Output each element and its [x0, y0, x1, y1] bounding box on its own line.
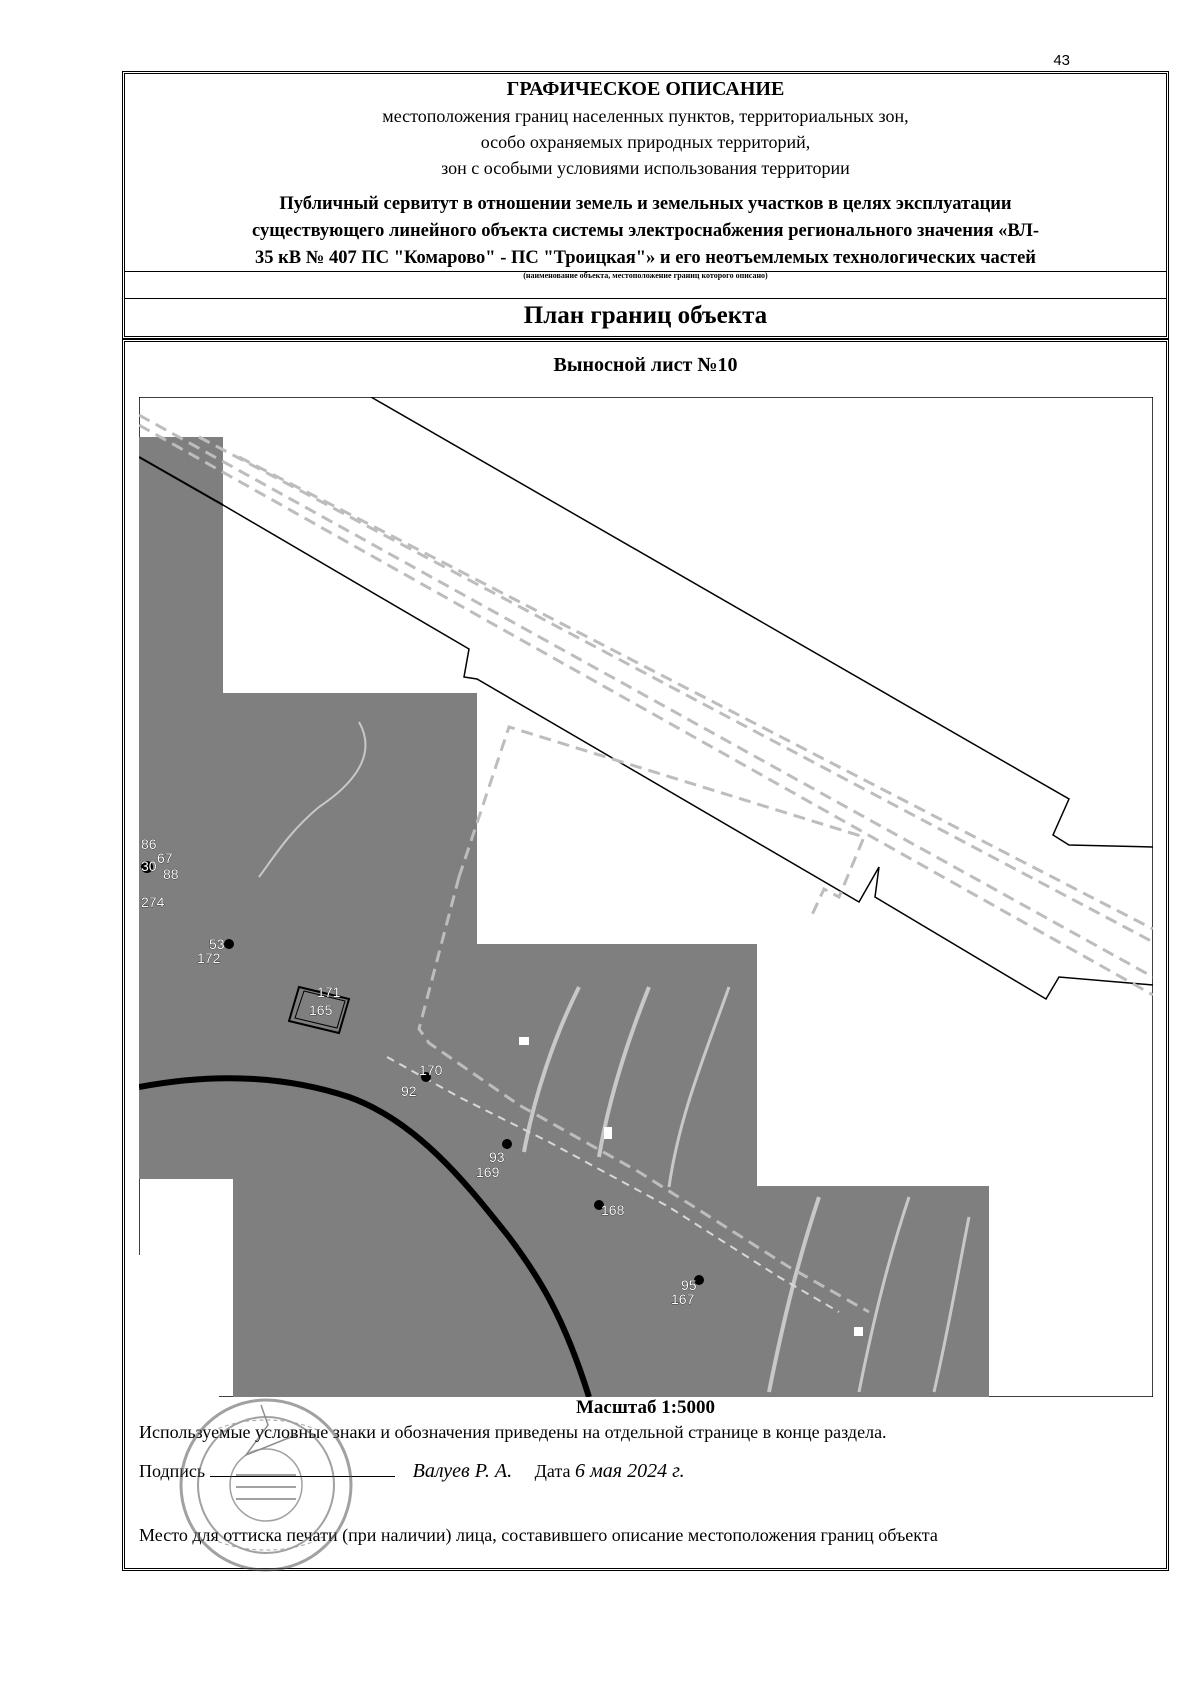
object-line-1: Публичный сервитут в отношении земель и земельных участков в целях эксплуатации [279, 194, 1012, 214]
svg-text:30: 30 [141, 858, 157, 874]
scale-label: Масштаб 1:5000 [575, 1397, 716, 1418]
map-frame [122, 339, 1169, 1571]
svg-text:93: 93 [489, 1149, 505, 1165]
svg-text:171: 171 [317, 984, 341, 1000]
svg-text:92: 92 [401, 1083, 417, 1099]
svg-text:53: 53 [209, 936, 225, 952]
page-number: 43 [1053, 52, 1070, 69]
map-canvas [139, 397, 1153, 1397]
svg-text:168: 168 [601, 1202, 625, 1218]
date-value: 6 мая 2024 г. [575, 1460, 685, 1482]
plan-title: План границ объекта [523, 302, 768, 329]
header-frame [122, 71, 1169, 339]
document-title: ГРАФИЧЕСКОЕ ОПИСАНИЕ [506, 78, 785, 100]
svg-text:86: 86 [141, 836, 157, 852]
object-line-2: существующего линейного объекта системы электроснабжения регионального значения «ВЛ- [252, 221, 1039, 241]
svg-text:170: 170 [419, 1062, 443, 1078]
divider [125, 298, 1166, 299]
seal-stamp [176, 1395, 356, 1575]
legend-note: Используемые условные знаки и обозначения приведены на отдельной странице в конце раздела. [139, 1422, 887, 1442]
sheet-title: Выносной лист №10 [553, 354, 738, 376]
svg-text:169: 169 [476, 1164, 500, 1180]
object-caption: (наименование объекта, местоположение границ которого описано) [523, 271, 768, 280]
svg-text:95: 95 [681, 1277, 697, 1293]
subtitle-line-1: местоположения границ населенных пунктов, территориальных зон, [382, 106, 909, 126]
signature-label: Подпись [139, 1461, 206, 1481]
svg-text:88: 88 [163, 866, 179, 882]
object-line-3: 35 кВ № 407 ПС "Комарово" - ПС "Троицкая"» и его неотъемлемых технологических частей [255, 248, 1036, 268]
signer-name: Валуев Р. А. [412, 1460, 513, 1482]
date-label: Дата [534, 1461, 571, 1481]
svg-text:172: 172 [197, 950, 221, 966]
stamp-place-note: Место для оттиска печати (при наличии) лица, составившего описание местоположения границ объекта [139, 1525, 938, 1545]
subtitle-line-2: особо охраняемых природных территорий, [480, 132, 811, 152]
svg-text:167: 167 [671, 1291, 695, 1307]
subtitle-line-3: зон с особыми условиями использования территории [441, 158, 850, 178]
svg-text:165: 165 [309, 1002, 333, 1018]
svg-text:274: 274 [141, 894, 165, 910]
svg-text:67: 67 [157, 850, 173, 866]
